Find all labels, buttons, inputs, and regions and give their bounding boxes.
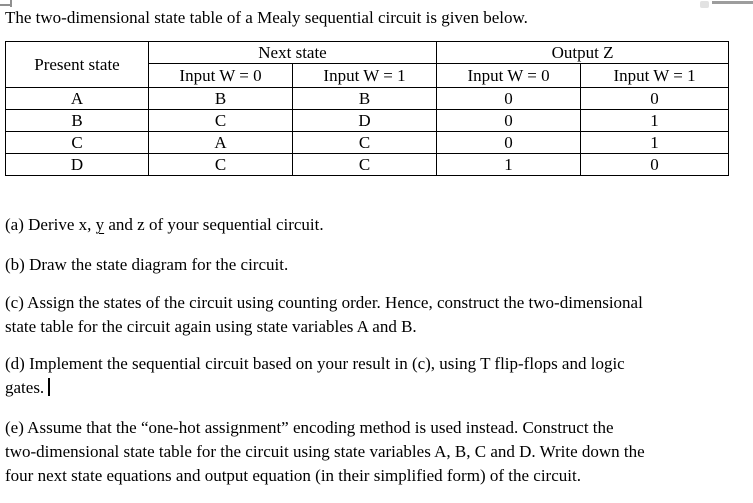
next-state-w1-cell: C <box>293 154 437 176</box>
question-a <box>5 213 324 237</box>
next-state-w0-cell: C <box>149 110 293 132</box>
question-e <box>5 416 645 488</box>
present-state-cell: D <box>6 154 149 176</box>
question-a-prefix: (a) Derive x, <box>5 215 96 234</box>
table-row <box>6 110 729 132</box>
output-w1-header: Input W = 1 <box>581 64 729 88</box>
question-a-suffix: and z of your sequential circuit. <box>104 215 324 234</box>
output-w0-header: Input W = 0 <box>437 64 581 88</box>
next-state-w0-header: Input W = 0 <box>149 64 293 88</box>
output-w1-cell: 1 <box>581 110 729 132</box>
text-caret <box>48 378 50 396</box>
table-row <box>6 132 729 154</box>
output-w0-cell: 0 <box>437 110 581 132</box>
output-w0-cell: 0 <box>437 88 581 110</box>
next-state-w1-cell: D <box>293 110 437 132</box>
question-c <box>5 291 643 339</box>
question-e-line2: two-dimensional state table for the circuit using state variables A, B, C and D. Write down the <box>5 442 645 461</box>
question-e-line3: four next state equations and output equation (in their simplified form) of the circuit. <box>5 466 581 485</box>
output-w1-cell: 0 <box>581 154 729 176</box>
question-a-underlined-y: y <box>95 215 105 234</box>
next-state-w0-cell: C <box>149 154 293 176</box>
present-state-cell: A <box>6 88 149 110</box>
next-state-header: Next state <box>149 42 437 64</box>
state-table <box>5 41 729 176</box>
clipped-edge-artifact <box>712 1 753 4</box>
intro-text: The two-dimensional state table of a Mealy sequential circuit is given below. <box>5 8 528 27</box>
output-w0-cell: 1 <box>437 154 581 176</box>
question-c-line1: (c) Assign the states of the circuit using counting order. Hence, construct the two-dimensional <box>5 293 643 312</box>
question-d-line2 <box>5 376 625 400</box>
question-d <box>5 352 625 400</box>
output-w0-cell: 0 <box>437 132 581 154</box>
present-state-header: Present state <box>6 42 149 88</box>
table-row <box>6 88 729 110</box>
next-state-w1-header: Input W = 1 <box>293 64 437 88</box>
question-c-line2: state table for the circuit again using state variables A and B. <box>5 317 417 336</box>
question-b: (b) Draw the state diagram for the circuit. <box>5 255 289 274</box>
table-row <box>6 154 729 176</box>
clipped-edge-artifact <box>700 1 709 8</box>
next-state-w0-cell: B <box>149 88 293 110</box>
question-e-line1: (e) Assume that the “one-hot assignment” encoding method is used instead. Construct the <box>5 418 614 437</box>
output-w1-cell: 1 <box>581 132 729 154</box>
question-d-line1: (d) Implement the sequential circuit based on your result in (c), using T flip-flops and logic <box>5 354 625 373</box>
present-state-cell: B <box>6 110 149 132</box>
output-z-header: Output Z <box>437 42 729 64</box>
next-state-w0-cell: A <box>149 132 293 154</box>
table-header-row-1 <box>6 42 729 64</box>
next-state-w1-cell: B <box>293 88 437 110</box>
present-state-cell: C <box>6 132 149 154</box>
output-w1-cell: 0 <box>581 88 729 110</box>
question-d-line2-text: gates. <box>5 378 45 397</box>
next-state-w1-cell: C <box>293 132 437 154</box>
